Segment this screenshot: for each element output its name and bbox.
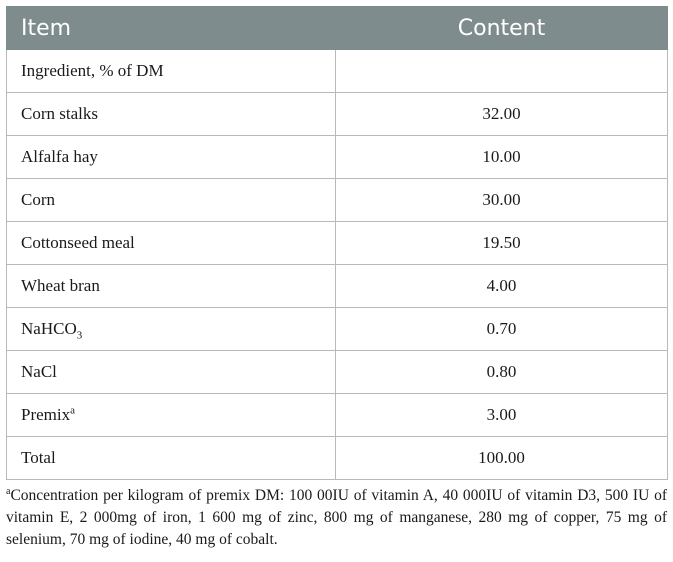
row-label-superscript: a	[70, 404, 75, 417]
row-value: 3.00	[336, 394, 668, 437]
row-value: 0.70	[336, 308, 668, 351]
row-label: Corn	[7, 179, 336, 222]
row-label	[7, 394, 336, 437]
row-label	[7, 308, 336, 351]
table-row	[7, 136, 668, 179]
row-value: 10.00	[336, 136, 668, 179]
row-value: 32.00	[336, 93, 668, 136]
table-row	[7, 351, 668, 394]
table-row	[7, 179, 668, 222]
diet-composition-table	[6, 6, 667, 480]
table-row	[7, 308, 668, 351]
header-item: Item	[7, 7, 336, 50]
row-label-main: Premix	[21, 405, 71, 424]
row-value: 100.00	[336, 437, 668, 480]
composition-table	[6, 6, 668, 480]
row-value: 19.50	[336, 222, 668, 265]
table-row	[7, 265, 668, 308]
row-value: 30.00	[336, 179, 668, 222]
row-value	[336, 50, 668, 93]
table-row	[7, 394, 668, 437]
row-label: Cottonseed meal	[7, 222, 336, 265]
table-row	[7, 93, 668, 136]
row-label: NaCl	[7, 351, 336, 394]
row-label: Wheat bran	[7, 265, 336, 308]
row-label: Corn stalks	[7, 93, 336, 136]
table-row	[7, 437, 668, 480]
row-label: Ingredient, % of DM	[7, 50, 336, 93]
row-label: Alfalfa hay	[7, 136, 336, 179]
header-content: Content	[336, 7, 668, 50]
footnote-text: Concentration per kilogram of premix DM: 100 00IU of vitamin A, 40 000IU of vitamin D3, 500 IU of vitamin E, 2 000mg of iron, 1 600 mg of zinc, 800 mg of manganese, 280 mg of copper, 75 mg of selenium, 70 mg of iodine, 40 mg of cobalt.	[6, 487, 667, 548]
footnote-marker: a	[6, 485, 11, 497]
row-value: 0.80	[336, 351, 668, 394]
table-footnote	[6, 485, 667, 551]
row-label-main: NaHCO	[21, 319, 77, 338]
row-label-subscript: 3	[76, 329, 83, 342]
row-label: Total	[7, 437, 336, 480]
table-row	[7, 50, 668, 93]
header-row	[7, 7, 668, 50]
row-value: 4.00	[336, 265, 668, 308]
table-row	[7, 222, 668, 265]
